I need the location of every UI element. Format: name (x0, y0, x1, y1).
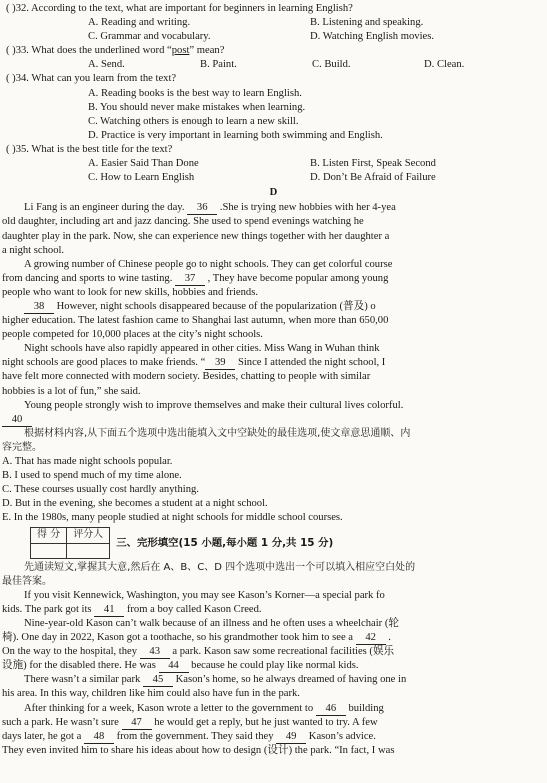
option-35-c: C. How to Learn English (88, 172, 195, 184)
blank-42[interactable]: 42 (356, 632, 386, 645)
text: There wasn’t a similar park (24, 674, 143, 686)
option-32-b: B. Listening and speaking. (310, 17, 424, 29)
passage-d-p1-l3: daughter play in the park. Now, she can experience new things together with her daughter a (2, 230, 390, 242)
passage-d-p4-l2 (0, 356, 547, 370)
passage-d-p2-l3: people who want to look for new skills, hobbies and friends. (2, 286, 258, 298)
question-33-stem (0, 44, 547, 58)
passage-d-p4-l4: hobbies is a lot of fun,” she said. (2, 385, 141, 397)
cloze-l11 (0, 730, 547, 744)
passage-d-p1-l4: a night school. (2, 244, 65, 256)
choice-c: C. These courses usually cost hardly anything. (2, 484, 199, 496)
passage-d-p2-l2 (0, 272, 547, 286)
cloze-l1: If you visit Kennewick, Washington, you may see Kason’s Korner—a special park fo (24, 589, 385, 601)
cloze-l4 (0, 631, 547, 645)
blank-37[interactable]: 37 (175, 273, 205, 286)
question-33-options (0, 58, 547, 72)
blank-45[interactable]: 45 (143, 674, 173, 687)
question-34-stem: ( )34. What can you learn from the text? (6, 73, 177, 85)
blank-47[interactable]: 47 (122, 717, 152, 730)
blank-48[interactable]: 48 (84, 731, 114, 744)
text: , They have become popular among young (205, 272, 389, 284)
text: a park. Kason saw some recreational facilities (娱乐 (169, 646, 395, 658)
text: . (385, 632, 391, 644)
option-35-d: D. Don’t Be Afraid of Failure (310, 172, 436, 184)
choice-d: D. But in the evening, she becomes a student at a night school. (2, 498, 268, 510)
section-3-title: 三、完形填空(15 小题,每小题 1 分,共 15 分) (116, 536, 334, 549)
choice-e: E. In the 1980s, many people studied at night schools for middle school courses. (2, 512, 343, 524)
section-3-instructions-l1: 先通读短文,掌握其大意,然后在 A、B、C、D 四个选项中选出一个可以填入相应空白处的 (24, 561, 416, 573)
choice-b: B. I used to spend much of my time alone. (2, 470, 182, 482)
blank-49[interactable]: 49 (276, 731, 306, 744)
score-box (30, 527, 110, 558)
section-d-instructions-l1: 根据材料内容,从下面五个选项中选出能填入文中空缺处的最佳选项,使文章意思通顺、内 (24, 427, 411, 439)
text: kids. The park got its (2, 603, 95, 615)
section-3-instructions-l2: 最佳答案。 (2, 575, 52, 587)
question-35-options (0, 157, 547, 171)
score-label: 得 分 (31, 528, 67, 543)
text: from a boy called Kason Creed. (124, 603, 262, 615)
text: night schools are good places to make friends. “ (2, 357, 206, 369)
passage-d-p3-l3: people competed for 10,000 places at the city’s night schools. (2, 329, 263, 341)
cloze-l2 (0, 603, 547, 617)
question-35-options-2 (0, 171, 547, 185)
option-34-a: A. Reading books is the best way to learn English. (88, 87, 302, 99)
cloze-l10 (0, 716, 547, 730)
passage-d-p5-l2 (0, 413, 547, 427)
text: such a park. He wasn’t sure (2, 716, 122, 728)
blank-40[interactable]: 40 (2, 414, 32, 427)
grader-label: 评分人 (67, 528, 110, 543)
question-32-options (0, 16, 547, 30)
text: days later, he got a (2, 730, 84, 742)
option-34-d: D. Practice is very important in learning both swimming and English. (88, 129, 383, 141)
text: Kason’s home, so he always dreamed of having one in (172, 674, 407, 686)
cloze-l7 (0, 673, 547, 687)
passage-d-p3-l1 (0, 300, 547, 314)
question-35-stem: ( )35. What is the best title for the text? (6, 143, 173, 155)
passage-d-p4-l1: Night schools have also rapidly appeared in other cities. Miss Wang in Wuhan think (24, 343, 380, 355)
passage-d-p5-l1: Young people strongly wish to improve themselves and make their cultural lives colorful. (24, 399, 404, 411)
option-33-d: D. Clean. (424, 59, 465, 71)
option-35-b: B. Listen First, Speak Second (310, 158, 436, 170)
cloze-l9 (0, 702, 547, 716)
text: .She is trying new hobbies with her 4-yea (217, 202, 396, 214)
text: from the government. They said they (113, 730, 277, 742)
passage-d-p1-l2: old daughter, including art and jazz dancing. She used to spend evenings watching he (2, 216, 364, 228)
text: from dancing and sports to wine tasting. (2, 272, 176, 284)
text: he would get a reply, but he just wanted to try. A few (151, 716, 378, 728)
passage-d-p1-l1 (0, 201, 547, 215)
q33-stem-pre: ( )33. What does the underlined word “ (6, 45, 172, 57)
text: After thinking for a week, Kason wrote a letter to the government to (24, 702, 316, 714)
passage-d-p4-l3: have felt more connected with modern society. Besides, chatting to people with similar (2, 371, 371, 383)
blank-44[interactable]: 44 (159, 660, 189, 673)
text: building (345, 702, 384, 714)
text: Since I attended the night school, I (235, 357, 386, 369)
question-32-stem: ( )32. According to the text, what are important for beginners in learning English? (6, 3, 353, 14)
blank-36[interactable]: 36 (187, 202, 217, 215)
cloze-l12: They even invited him to share his ideas about how to design (设计) the park. “In fact, I was (2, 744, 395, 756)
blank-39[interactable]: 39 (205, 357, 235, 370)
option-33-b: B. Paint. (200, 59, 237, 71)
option-34-c: C. Watching others is enough to learn a new skill. (88, 115, 299, 127)
q33-stem-post: ” mean? (189, 45, 225, 57)
option-32-c: C. Grammar and vocabulary. (88, 31, 211, 43)
section-d-instructions-l2: 容完整。 (2, 441, 42, 453)
section-d-title: D (269, 187, 278, 199)
passage-d-p2-l1: A growing number of Chinese people go to night schools. They can get colorful course (24, 258, 393, 270)
text: 椅). One day in 2022, Kason got a toothache, so his grandmother took him to see a (2, 632, 356, 644)
cloze-l6 (0, 659, 547, 673)
cloze-l3: Nine-year-old Kason can’t walk because of an illness and he often uses a wheelchair (轮 (24, 617, 399, 629)
text: because he could play like normal kids. (188, 660, 359, 672)
text: However, night schools disappeared because of the popularization (普及) o (54, 300, 376, 312)
question-32-options-2 (0, 30, 547, 44)
cloze-l8: his area. In this way, children like him could also have fun in the park. (2, 688, 300, 700)
blank-43[interactable]: 43 (140, 646, 170, 659)
text: On the way to the hospital, they (2, 646, 140, 658)
choice-a: A. That has made night schools popular. (2, 456, 173, 467)
grader-cell[interactable] (67, 543, 110, 558)
option-33-a: A. Send. (88, 59, 125, 71)
section-3-header (0, 527, 547, 558)
cloze-l5 (0, 645, 547, 659)
option-32-a: A. Reading and writing. (88, 17, 191, 29)
passage-d-p3-l2: higher education. The latest fashion came to Shanghai last autumn, when more than 650,00 (2, 315, 389, 327)
option-32-d: D. Watching English movies. (310, 31, 435, 43)
option-34-b: B. You should never make mistakes when learning. (88, 101, 306, 113)
blank-41[interactable]: 41 (94, 604, 124, 617)
blank-38[interactable]: 38 (24, 301, 54, 314)
score-cell[interactable] (31, 543, 67, 558)
text: Kason’s advice. (306, 730, 376, 742)
text: Li Fang is an engineer during the day. (24, 202, 188, 214)
blank-46[interactable]: 46 (316, 703, 346, 716)
text: 设施) for the disabled there. He was (2, 660, 159, 672)
option-33-c: C. Build. (312, 59, 351, 71)
option-35-a: A. Easier Said Than Done (88, 158, 199, 170)
q33-underlined-word: post (171, 45, 190, 57)
